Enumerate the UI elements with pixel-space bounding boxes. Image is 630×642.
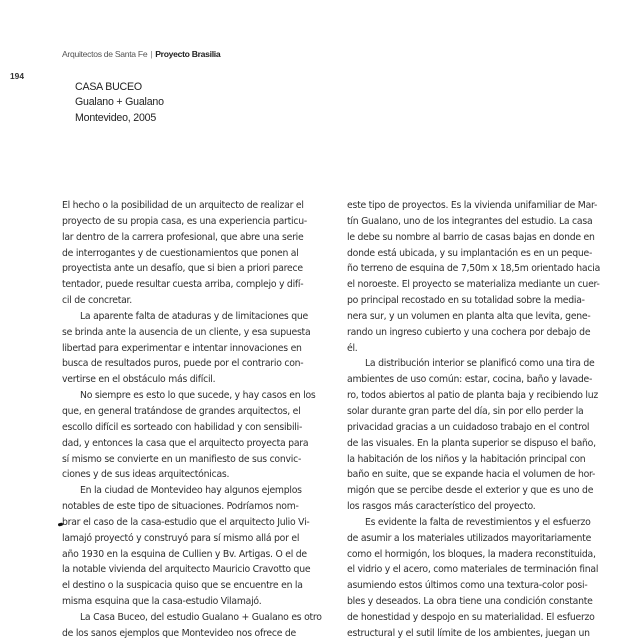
text-line: privacidad gracias a un cuidadoso trabajo en el control (347, 421, 590, 433)
text-line: La Casa Buceo, del estudio Gualano + Gualano es otro (80, 611, 322, 623)
text-line: bles y deseados. La obra tiene una condición constante (347, 596, 593, 608)
text-line: lamajó proyectó y construyó para sí mismo allá por el (62, 532, 300, 544)
text-line: el vidrio y el acero, como materiales de terminación final (347, 564, 599, 576)
running-head-section: Proyecto Brasilia (155, 49, 221, 59)
text-line: El hecho o la posibilidad de un arquitecto de realizar el (62, 200, 304, 211)
text-line: los rasgos más característico del proyecto. (347, 501, 536, 513)
text-line: La distribución interior se planificó como una tira de (365, 358, 595, 370)
text-line: brar el caso de la casa-estudio que el arquitecto Julio Vi- (62, 516, 310, 528)
text-line: proyecto de su propia casa, es una experiencia particu- (62, 215, 307, 227)
text-line: solar durante gran parte del día, sin por ello perder la (347, 405, 584, 417)
text-line: ciones y de sus ideas arquitectónicas. (62, 469, 230, 481)
text-line: de honestidad y despojo en su materialidad. El esfuerzo (347, 611, 595, 623)
running-head-separator: | (150, 49, 153, 59)
text-line: la habitación de los niños y la habitación principal con (347, 453, 586, 465)
text-line: ño terreno de esquina de 7,50m x 18,5m orientado hacia (347, 263, 601, 275)
text-line: la notable vivienda del arquitecto Mauricio Cravotto que (62, 564, 311, 576)
text-line: tín Gualano, uno de los integrantes del estudio. La casa (347, 215, 593, 227)
text-line: él. (347, 342, 358, 354)
text-line: Es evidente la falta de revestimientos y el esfuerzo (365, 516, 591, 528)
text-line: proyectista ante un desafío, que si bien a priori parece (62, 263, 303, 275)
text-line: asumiendo estos últimos como una textura-color posi- (347, 580, 588, 592)
text-line: año 1930 en la esquina de Cullien y Bv. Artigas. O el de (62, 548, 307, 560)
text-line: de las visuales. En la planta superior se dispuso el baño, (347, 437, 596, 449)
text-line: migón que se percibe desde el exterior y que es uno de (347, 485, 594, 497)
text-line: baño en suite, que se expande hacia el volumen de hor- (347, 469, 596, 481)
text-line: dad, y entonces la casa que el arquitecto proyecta para (62, 437, 309, 449)
text-line: el noroeste. El proyecto se materializa mediante un cuer- (347, 279, 600, 291)
right-text-column (347, 198, 617, 642)
text-line: lar dentro de la carrera profesional, que abre una serie (62, 231, 304, 243)
text-line: de asumir a los materiales utilizados mayoritariamente (347, 532, 592, 544)
text-line: le debe su nombre al barrio de casas bajas en donde en (347, 231, 595, 243)
text-line: po principal recostado en su totalidad sobre la media- (347, 295, 585, 307)
text-line: que, en general tratándose de grandes arquitectos, el (62, 405, 301, 417)
text-line: sí mismo se convierte en un manifiesto de sus convic- (62, 453, 302, 465)
page-number: 194 (10, 71, 24, 81)
text-line: misma esquina que la casa-estudio Vilamajó. (62, 596, 262, 608)
text-line: se brinda ante la ausencia de un cliente, y esa supuesta (62, 326, 311, 338)
text-line: tentador, puede resultar cuesta arriba, complejo y difí- (62, 279, 304, 291)
text-line: libertad para experimentar e intentar innovaciones en (62, 342, 302, 354)
text-line: el destino o la suspicacia quiso que se encuentre en la (62, 580, 303, 592)
text-line: este tipo de proyectos. Es la vivienda unifamiliar de Mar- (347, 200, 598, 211)
text-line: donde está ubicada, y su implantación es en un peque- (347, 247, 593, 259)
project-location-year: Montevideo, 2005 (75, 111, 157, 124)
project-info (75, 80, 164, 126)
text-line: estructural y el sutil límite de los ambientes, juegan un (347, 627, 590, 639)
text-line: vertirse en el obstáculo más difícil. (62, 374, 216, 386)
text-line: ro, todos abiertos al patio de planta baja y recibiendo luz (347, 390, 599, 402)
text-line: En la ciudad de Montevideo hay algunos ejemplos (80, 485, 302, 497)
running-head-book: Arquitectos de Santa Fe (62, 49, 148, 59)
text-line: rando un ingreso cubierto y una cochera por debajo de (347, 326, 591, 338)
project-title: CASA BUCEO (75, 81, 142, 93)
text-line: escollo difícil es sorteado con habilidad y con sensibili- (62, 421, 303, 433)
text-line: cil de concretar. (62, 295, 132, 307)
text-line: busca de resultados puros, puede por el contrario con- (62, 358, 304, 370)
text-line: ambientes de uso común: estar, cocina, baño y lavade- (347, 374, 593, 386)
running-head (62, 49, 220, 59)
text-line: No siempre es esto lo que sucede, y hay casos en los (80, 390, 316, 402)
text-line: como el hormigón, los bloques, la madera reconstituida, (347, 548, 596, 560)
left-text-column (62, 198, 324, 642)
text-line: de los sanos ejemplos que Montevideo nos ofrece de (62, 627, 296, 639)
text-line: La aparente falta de ataduras y de limitaciones que (80, 310, 308, 322)
text-line: de interrogantes y de cuestionamientos que ponen al (62, 247, 299, 259)
text-line: nera sur, y un volumen en planta alta que levita, gene- (347, 310, 591, 322)
project-architects: Gualano + Gualano (75, 96, 164, 109)
text-line: notables de este tipo de situaciones. Podríamos nom- (62, 501, 299, 513)
